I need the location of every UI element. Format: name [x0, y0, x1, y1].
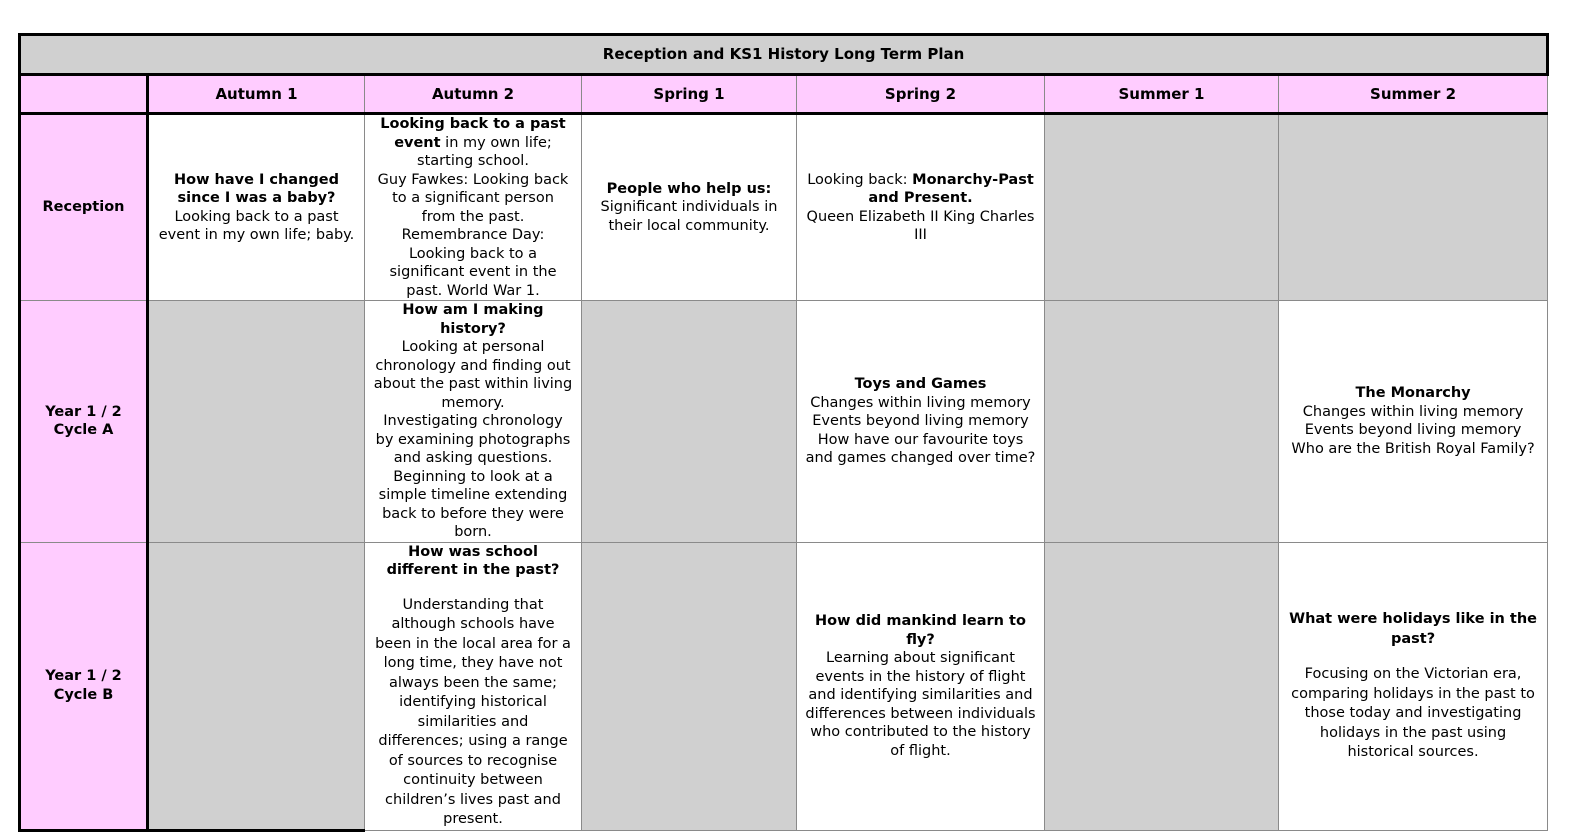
- cell-reception-spring-2: [797, 114, 1045, 301]
- row-cycle-a: [20, 301, 1548, 543]
- cell-text: Looking at personal chronology and finding out about the past within living memory.: [373, 339, 573, 411]
- cell-text: Looking back:: [807, 171, 913, 188]
- cell-cycle-a-autumn-1-empty: [148, 301, 365, 543]
- cell-cycle-b-spring-1-empty: [582, 542, 797, 830]
- cell-cycle-b-summer-1-empty: [1045, 542, 1279, 830]
- cell-text: Learning about significant events in the history of flight and identifying similarities and differences between individuals who contributed to the history of flight.: [805, 650, 1036, 759]
- cell-text: Changes within living memory: [810, 394, 1031, 411]
- cell-reception-spring-1: [582, 114, 797, 301]
- cell-reception-autumn-1: [148, 114, 365, 301]
- row-reception: [20, 114, 1548, 301]
- cell-text: Focusing on the Victorian era, comparing holidays in the past to those today and investigating holidays in the past using historical sources.: [1291, 666, 1535, 761]
- row-label-line2: Cycle A: [53, 422, 114, 439]
- cell-cycle-b-summer-2: [1279, 542, 1548, 830]
- spacer: [1287, 649, 1539, 665]
- cell-text: in my own life; starting school.: [417, 134, 552, 169]
- row-label-cycle-a: [20, 301, 148, 543]
- cell-cycle-b-autumn-1-empty: [148, 542, 365, 830]
- cell-heading: Toys and Games: [854, 376, 987, 392]
- cell-text: Investigating chronology by examining photographs and asking questions. Beginning to look at a simple timeline extending back to before they were born.: [375, 413, 571, 540]
- cell-text: Changes within living memory: [1302, 403, 1524, 420]
- cell-cycle-a-spring-1-empty: [582, 301, 797, 543]
- title-row: [20, 35, 1548, 75]
- term-header-summer-2: Summer 2: [1279, 75, 1548, 114]
- term-header-spring-2: Spring 2: [797, 75, 1045, 114]
- cell-cycle-b-autumn-2: [365, 542, 582, 830]
- spacer: [373, 580, 573, 596]
- cell-heading: How am I making history?: [402, 302, 544, 337]
- row-label-cycle-b: [20, 542, 148, 830]
- cell-text: Significant individuals in their local community.: [600, 199, 778, 234]
- row-label-reception: Reception: [20, 114, 148, 301]
- cell-text: Guy Fawkes: Looking back to a significant person from the past.: [377, 171, 569, 225]
- term-header-autumn-1: Autumn 1: [148, 75, 365, 114]
- term-header-spring-1: Spring 1: [582, 75, 797, 114]
- cell-cycle-a-spring-2: [797, 301, 1045, 543]
- plan-title: Reception and KS1 History Long Term Plan: [20, 35, 1548, 75]
- cell-heading: People who help us:: [606, 180, 772, 197]
- row-label-line2: Cycle B: [53, 686, 114, 703]
- cell-reception-summer-2-empty: [1279, 114, 1548, 301]
- cell-reception-summer-1-empty: [1045, 114, 1279, 301]
- cell-text: Queen Elizabeth II King Charles III: [806, 208, 1035, 243]
- cell-text: Who are the British Royal Family?: [1291, 440, 1535, 457]
- cell-text: How have our favourite toys and games changed over time?: [805, 431, 1036, 466]
- cell-heading: How have I changed since I was a baby?: [173, 171, 340, 206]
- term-header-summer-1: Summer 1: [1045, 75, 1279, 114]
- cell-text: Looking back to a past event in my own life; baby.: [158, 208, 355, 243]
- row-cycle-b: [20, 542, 1548, 830]
- row-label-line1: Year 1 / 2: [45, 668, 122, 684]
- cell-heading: How was school different in the past?: [386, 543, 560, 578]
- term-header-autumn-2: Autumn 2: [365, 75, 582, 114]
- cell-text: Understanding that although schools have been in the local area for a long time, they have not always been the same; identifying historical similarities and differences; using a range of sources to recognise continuity between children’s lives past and present.: [375, 596, 571, 827]
- cell-heading: The Monarchy: [1355, 385, 1471, 402]
- row-label-line1: Year 1 / 2: [45, 403, 122, 420]
- term-header-row: [20, 75, 1548, 114]
- cell-heading: Looking back to a past event: [380, 116, 566, 151]
- corner-cell: [20, 75, 148, 114]
- cell-heading: What were holidays like in the past?: [1289, 611, 1538, 648]
- cell-heading: How did mankind learn to fly?: [815, 613, 1026, 648]
- cell-text: Remembrance Day: Looking back to a significant event in the past. World War 1.: [389, 227, 557, 299]
- cell-cycle-a-summer-2: [1279, 301, 1548, 543]
- cell-cycle-a-summer-1-empty: [1045, 301, 1279, 543]
- cell-text: Events beyond living memory: [1304, 422, 1522, 439]
- cell-cycle-b-spring-2: [797, 542, 1045, 830]
- cell-cycle-a-autumn-2: [365, 301, 582, 543]
- cell-reception-autumn-2: [365, 114, 582, 301]
- cell-heading: Monarchy-Past and Present.: [868, 171, 1034, 206]
- long-term-plan-table: [18, 33, 1549, 832]
- cell-text: Events beyond living memory: [812, 413, 1029, 429]
